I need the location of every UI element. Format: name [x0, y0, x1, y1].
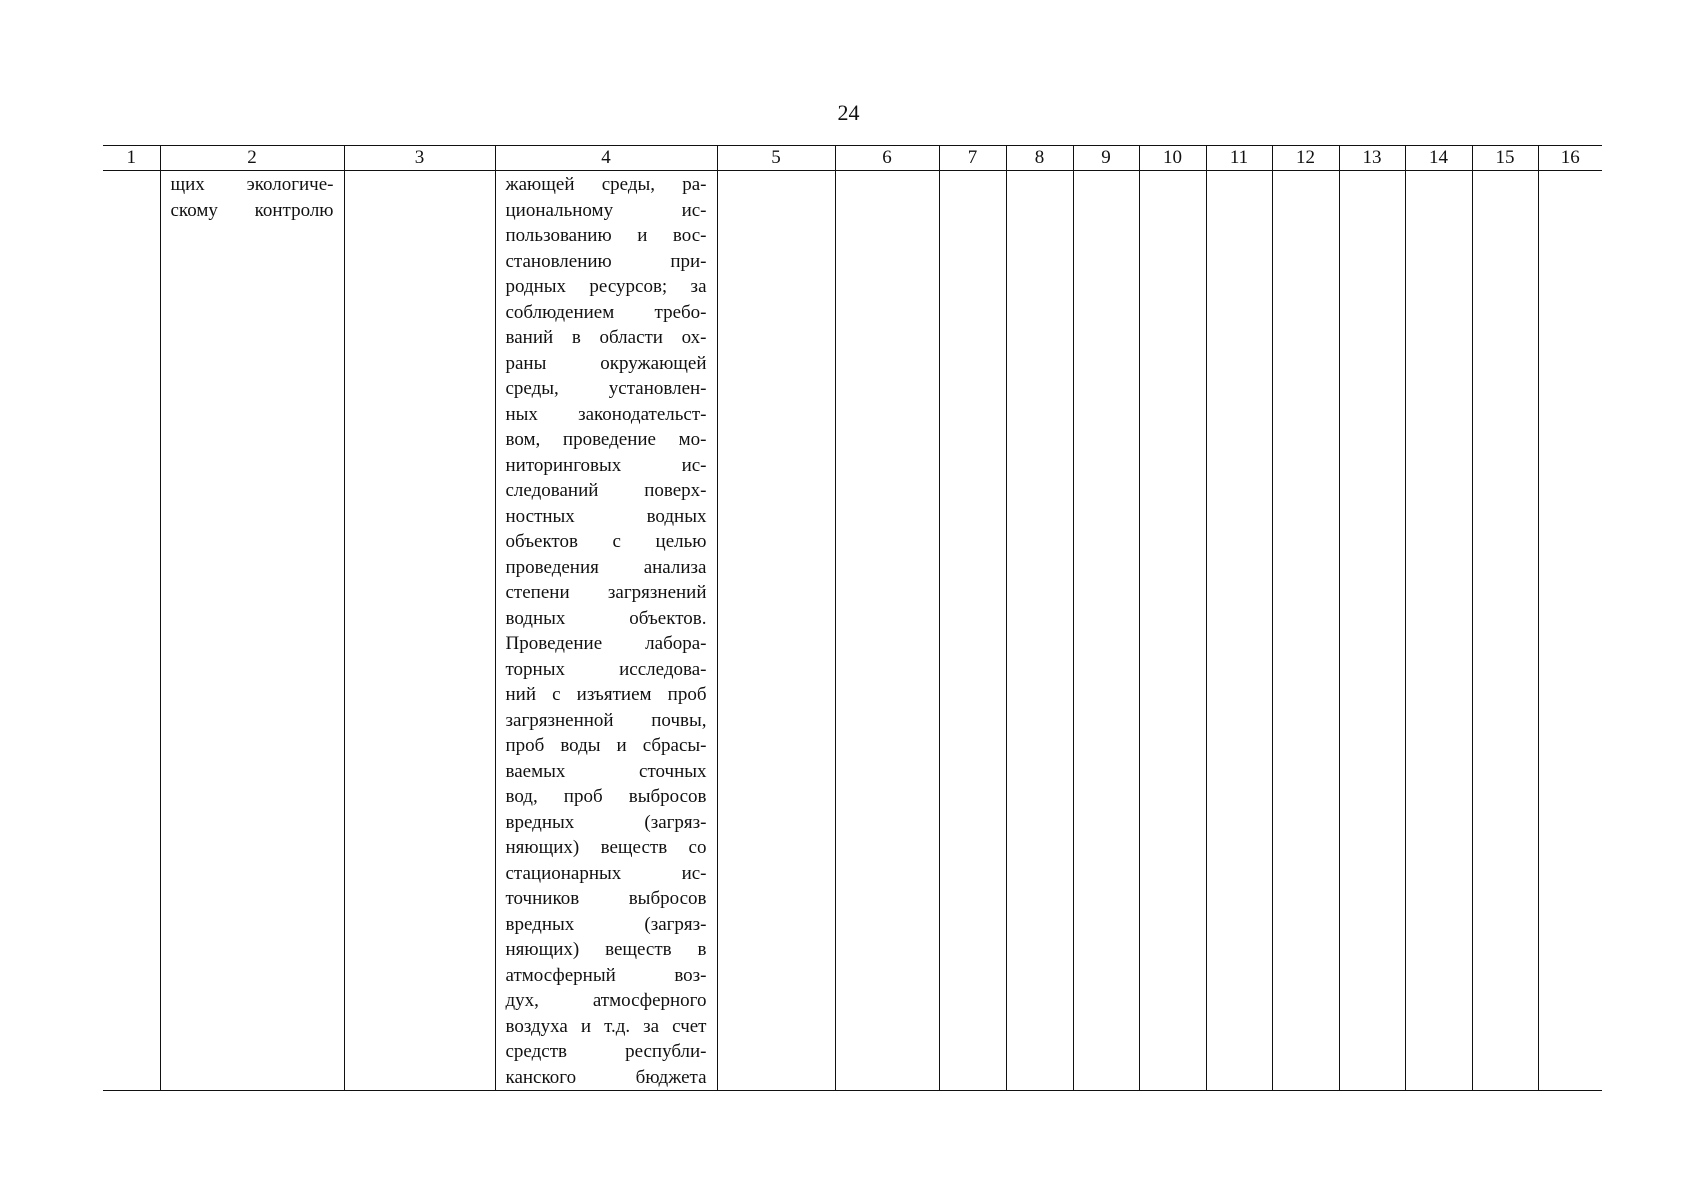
- text-line: няющих) веществ со: [505, 837, 707, 858]
- column-header-12: 12: [1272, 146, 1339, 171]
- text-line: вом, проведение мо-: [505, 429, 707, 450]
- text-line: няющих) веществ в: [505, 939, 707, 960]
- cell-col-7: [939, 171, 1006, 1091]
- column-header-14: 14: [1405, 146, 1472, 171]
- text-line: вод, проб выбросов: [505, 786, 707, 807]
- column-header-1: 1: [103, 146, 160, 171]
- text-line: проб воды и сбрасы-: [505, 735, 707, 756]
- column-header-8: 8: [1006, 146, 1073, 171]
- page-number: 24: [837, 100, 860, 125]
- column-header-6: 6: [835, 146, 939, 171]
- text-line: дух, атмосферного: [505, 990, 707, 1011]
- cell-col-8: [1006, 171, 1073, 1091]
- column-header-15: 15: [1472, 146, 1538, 171]
- text-line: точников выбросов: [505, 888, 707, 909]
- cell-col-3: [344, 171, 495, 1091]
- cell-col-16: [1538, 171, 1602, 1091]
- text-line: пользованию и вос-: [505, 225, 707, 246]
- cell-col-11: [1206, 171, 1272, 1091]
- text-line: проведения анализа: [505, 556, 707, 578]
- text-line: жающей среды, ра-: [505, 174, 707, 195]
- text-line: ваний в области ох-: [505, 327, 707, 348]
- text-line: объектов с целью: [505, 531, 707, 552]
- cell-col-9: [1073, 171, 1139, 1091]
- text-line: стационарных ис-: [505, 862, 707, 884]
- text-line: ниторинговых ис-: [505, 454, 707, 476]
- column-number-row: [103, 146, 1602, 171]
- text-line: циональному ис-: [505, 199, 707, 221]
- text-line: загрязненной почвы,: [505, 709, 707, 731]
- text-line: ных законодательст-: [505, 403, 707, 425]
- column-header-2: 2: [160, 146, 344, 171]
- column-header-3: 3: [344, 146, 495, 171]
- text-line: следований поверх-: [505, 480, 707, 501]
- column-header-5: 5: [717, 146, 835, 171]
- data-table: [103, 145, 1602, 1091]
- text-line: степени загрязнений: [505, 582, 707, 603]
- column-header-13: 13: [1339, 146, 1405, 171]
- cell-col-14: [1405, 171, 1472, 1091]
- col2-text: [161, 171, 344, 223]
- cell-col-6: [835, 171, 939, 1091]
- cell-col-5: [717, 171, 835, 1091]
- cell-col-2: [160, 171, 344, 1091]
- cell-col-1: [103, 171, 160, 1091]
- cell-col-13: [1339, 171, 1405, 1091]
- text-line: канского бюджета: [505, 1066, 707, 1088]
- text-line: вредных (загряз-: [505, 811, 707, 833]
- text-line: торных исследова-: [505, 658, 707, 680]
- text-line: ваемых сточных: [505, 760, 707, 782]
- column-header-7: 7: [939, 146, 1006, 171]
- text-line: воздуха и т.д. за счет: [505, 1015, 707, 1037]
- cell-col-4: [495, 171, 717, 1091]
- text-line: раны окружающей: [505, 352, 707, 374]
- column-header-16: 16: [1538, 146, 1602, 171]
- cell-col-15: [1472, 171, 1538, 1091]
- text-line: Проведение лабора-: [505, 633, 707, 654]
- col4-text: [496, 171, 717, 1090]
- column-header-4: 4: [495, 146, 717, 171]
- text-line: средств республи-: [505, 1041, 707, 1062]
- column-header-10: 10: [1139, 146, 1206, 171]
- text-line: ностных водных: [505, 505, 707, 527]
- text-line: становлению при-: [505, 250, 707, 272]
- text-line: соблюдением требо-: [505, 301, 707, 323]
- column-header-9: 9: [1073, 146, 1139, 171]
- column-header-11: 11: [1206, 146, 1272, 171]
- table-row: [103, 171, 1602, 1091]
- text-line: вредных (загряз-: [505, 913, 707, 935]
- text-line: скому контролю: [170, 199, 334, 221]
- text-line: щих экологиче-: [170, 174, 334, 195]
- text-line: атмосферный воз-: [505, 964, 707, 986]
- text-line: водных объектов.: [505, 607, 707, 629]
- cell-col-12: [1272, 171, 1339, 1091]
- text-line: родных ресурсов; за: [505, 276, 707, 297]
- text-line: среды, установлен-: [505, 378, 707, 399]
- cell-col-10: [1139, 171, 1206, 1091]
- text-line: ний с изъятием проб: [505, 684, 707, 705]
